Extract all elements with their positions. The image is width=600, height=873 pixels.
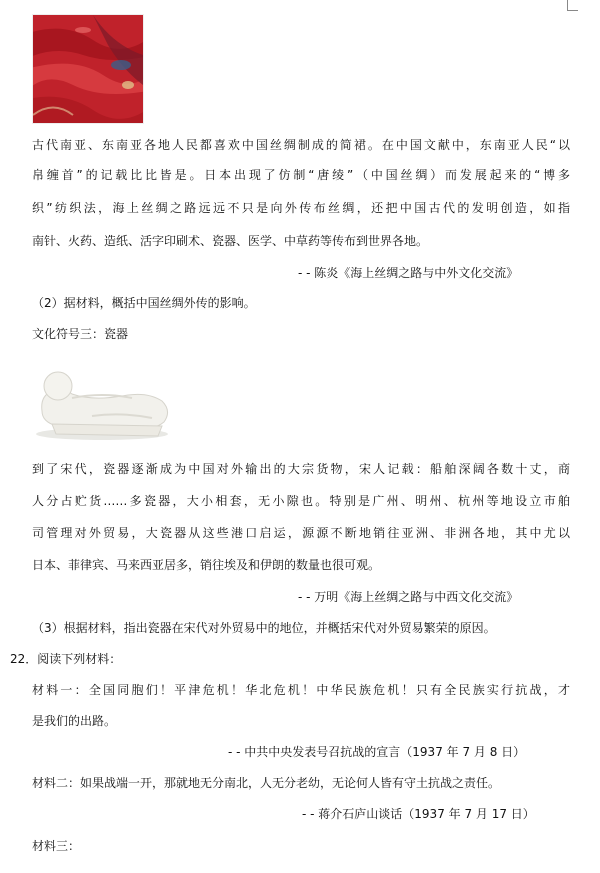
material-1-source: - - 中共中央发表号召抗战的宣言（1937 年 7 月 8 日） [228, 745, 526, 759]
material-1-line-2: 是我们的出路。 [32, 714, 117, 728]
question-2: （2）据材料，概括中国丝绸外传的影响。 [32, 296, 256, 310]
passage1-line-2: 帛缠首”的记载比比皆是。日本出现了仿制“唐绫”（中国丝绸）而发展起来的“博多 [32, 168, 570, 182]
question-22-heading: 22．阅读下列材料： [10, 652, 122, 666]
material-1-line-1: 材料一：全国同胞们！平津危机！华北危机！中华民族危机！只有全民族实行抗战，才 [32, 683, 570, 697]
passage2-line-3: 司管理对外贸易，大瓷器从这些港口启运，源源不断地销往亚洲、非洲各地，其中尤以 [32, 526, 570, 540]
page-corner-mark [567, 0, 578, 11]
passage1-source: - - 陈炎《海上丝绸之路与中外文化交流》 [298, 266, 519, 280]
passage1-line-3: 织”纺织法，海上丝绸之路远远不只是向外传布丝绸，还把中国古代的发明创造，如指 [32, 201, 570, 215]
passage2-source: - - 万明《海上丝绸之路与中西文化交流》 [298, 590, 519, 604]
passage2-line-1: 到了宋代，瓷器逐渐成为中国对外输出的大宗货物，宋人记载：船舶深阔各数十丈，商 [32, 462, 570, 476]
passage1-line-4: 南针、火药、造纸、活字印刷术、瓷器、医学、中草药等传布到世界各地。 [32, 234, 429, 248]
passage2-line-2: 人分占贮货……多瓷器，大小相套，无小隙也。特别是广州、明州、杭州等地设立市舶 [32, 494, 570, 508]
silk-fabric-image [32, 14, 144, 124]
question-3: （3）根据材料，指出瓷器在宋代对外贸易中的地位，并概括宋代对外贸易繁荣的原因。 [32, 621, 496, 635]
passage1-line-1: 古代南亚、东南亚各地人民都喜欢中国丝绸制成的简裙。在中国文献中，东南亚人民“以 [32, 138, 570, 152]
porcelain-pillow-image [32, 356, 176, 444]
passage2-line-4: 日本、菲律宾、马来西亚居多，销往埃及和伊朗的数量也很可观。 [32, 558, 381, 572]
material-2-line: 材料二：如果战端一开，那就地无分南北，人无分老幼，无论何人皆有守土抗战之责任。 [32, 776, 501, 790]
symbol-3-heading: 文化符号三：瓷器 [32, 327, 129, 341]
material-3-label: 材料三： [32, 839, 81, 853]
material-2-source: - - 蒋介石庐山谈话（1937 年 7 月 17 日） [302, 807, 535, 821]
